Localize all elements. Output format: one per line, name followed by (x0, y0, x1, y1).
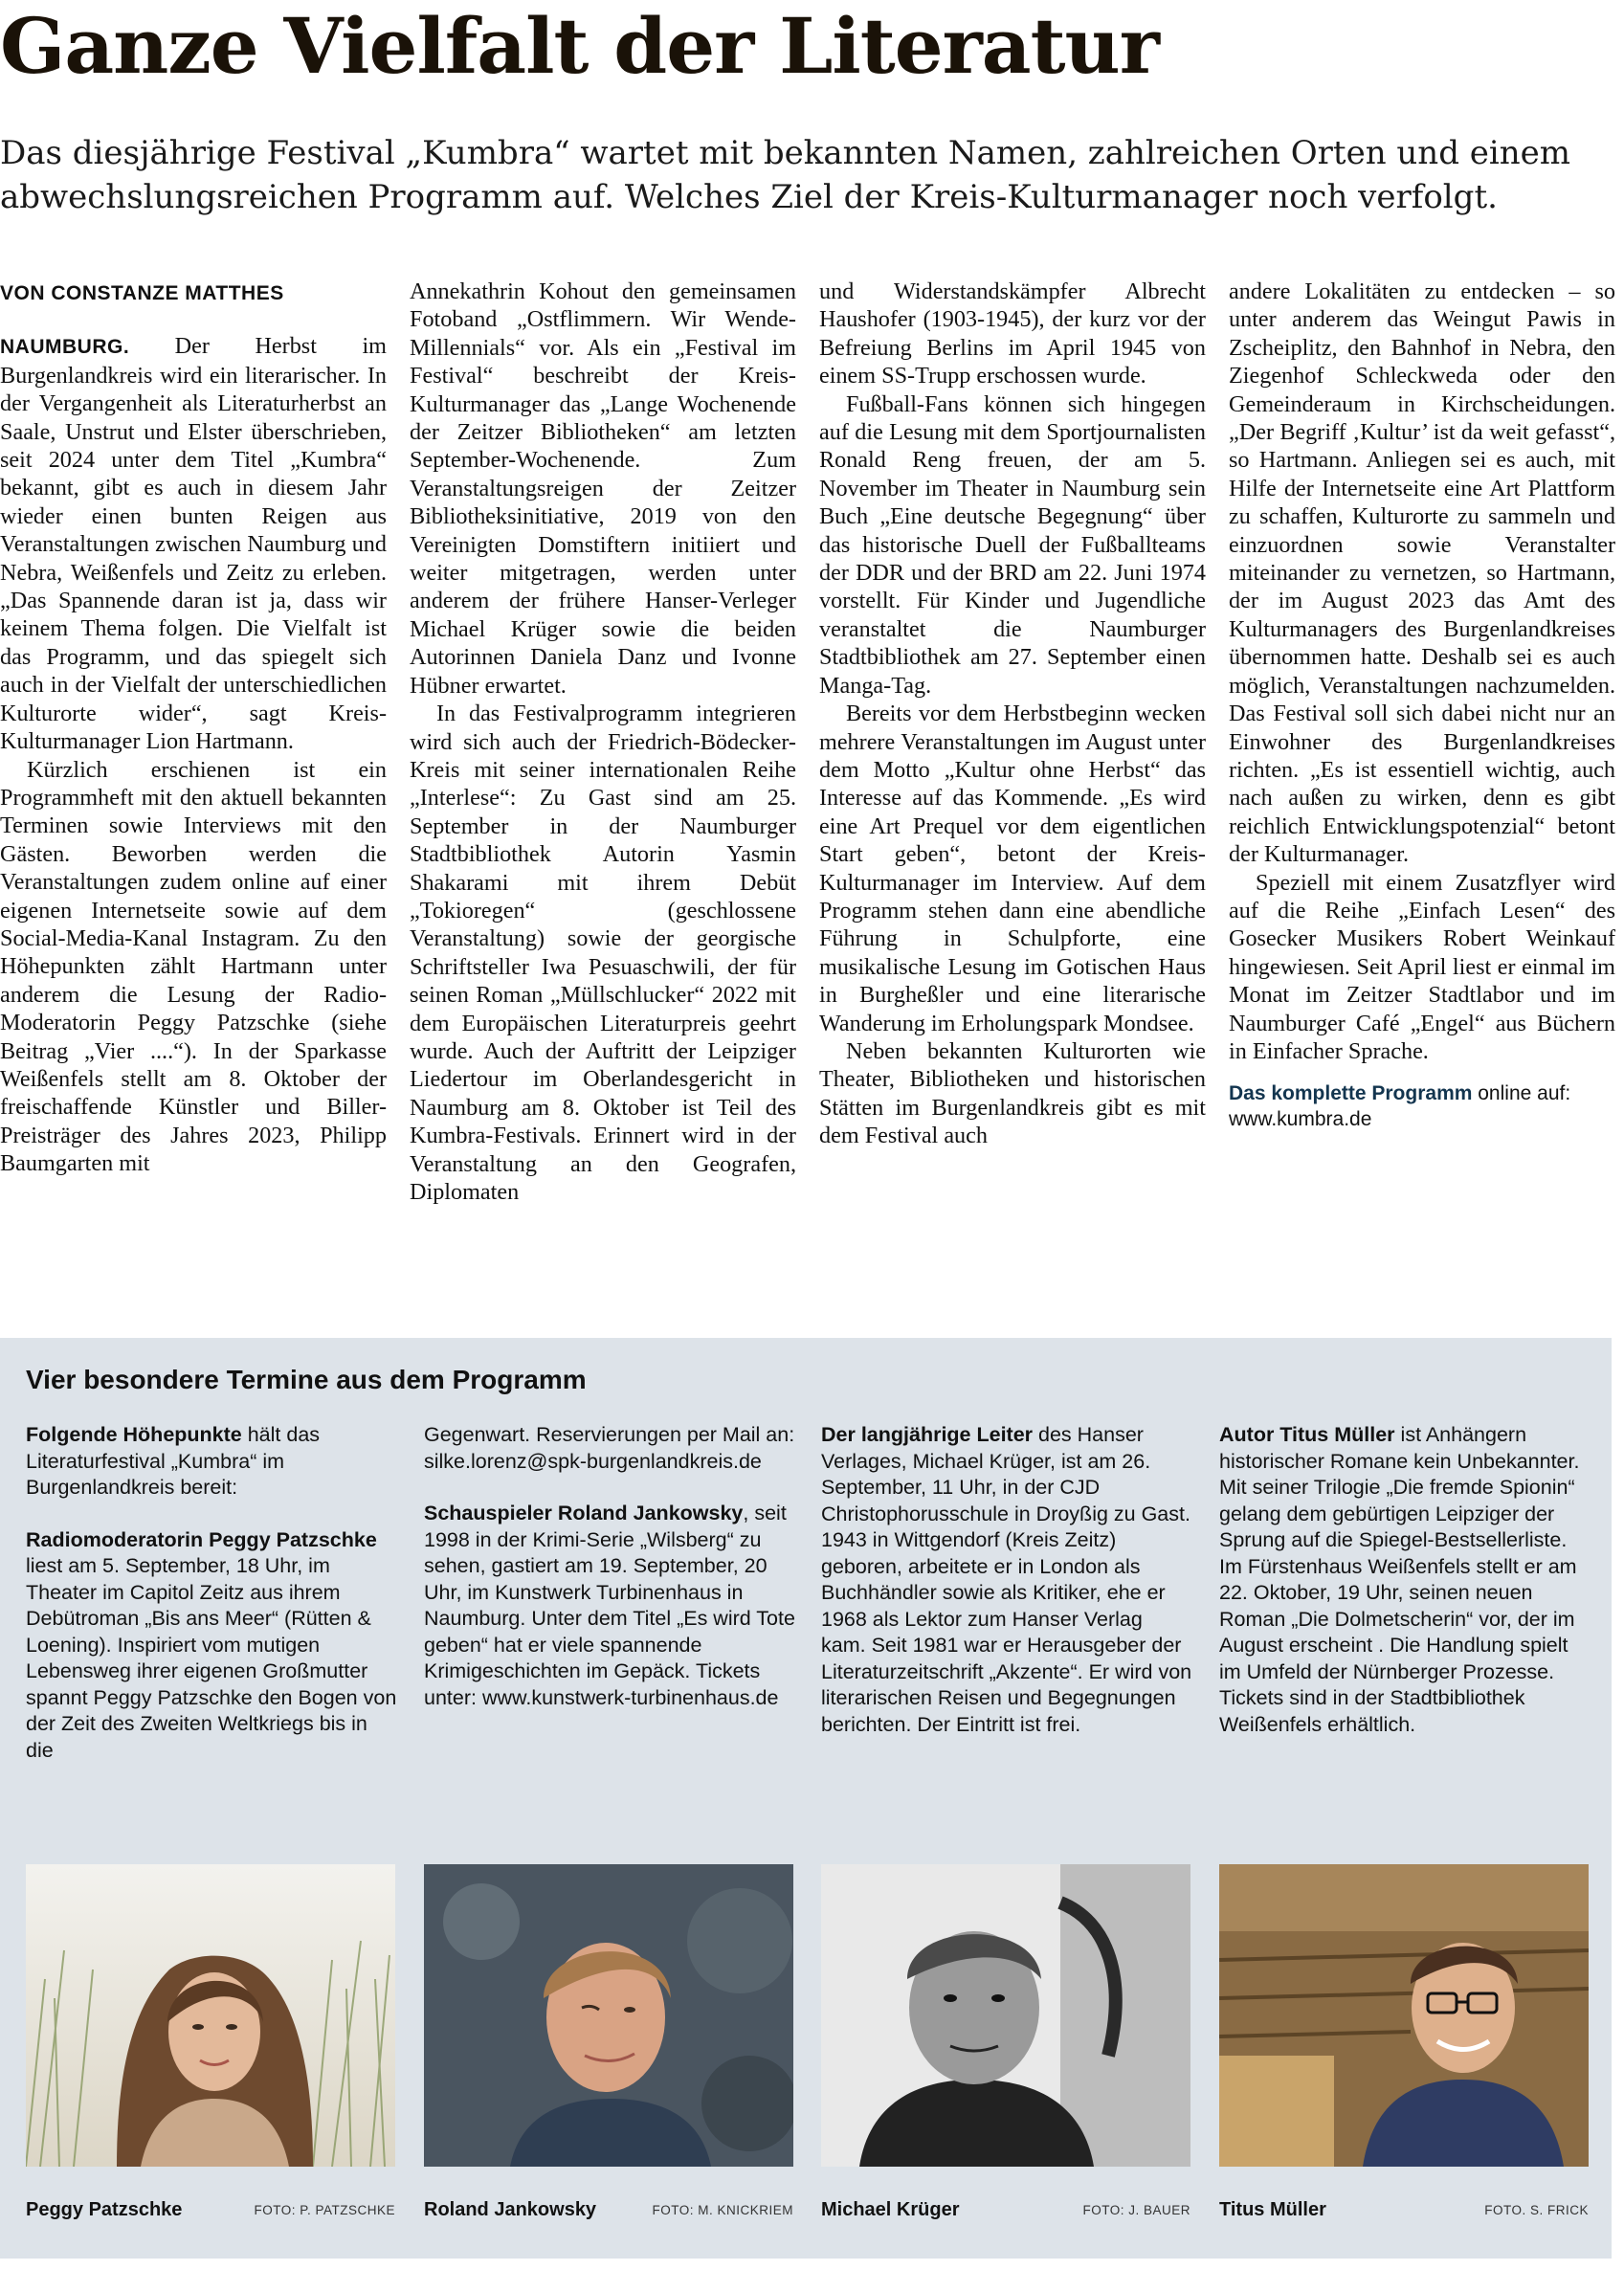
paragraph: Kürzlich erschienen ist ein Programmheft mit den aktuell bekannten Terminen sowie Interviews mit den Gästen. Beworben werden die Veranstaltungen zudem online auf einer eigenen Internetseite sowie auf dem Social-Media-Kanal Instagram. Zu den Höhepunkten zählt Hartmann unter anderem die Lesung der Radio-Moderatorin Peggy Patzschke (siehe Beitrag „Vier ....“). In der Sparkasse Weißenfels stellt am 8. Oktober der freischaffende Künstler und Biller-Preisträger des Jahres 2023, Philipp Baumgarten mit (0, 756, 387, 1177)
portrait-image (26, 1864, 395, 2167)
paragraph: Bereits vor dem Herbstbeginn wecken mehrere Veranstaltungen im August unter dem Motto „Kultur ohne Herbst“ das Interesse auf das Kommende. „Es wird eine Art Prequel vor dem eigentlichen Start geben“, betont der Kreis-Kulturmanager im Interview. Auf dem Programm stehen dann eine abendliche Führung in Schulpforte, eine musikalische Lesung im Gotischen Haus in Burgheßler und eine literarische Wanderung im Erholungspark Mondsee. (819, 701, 1206, 1036)
portrait-image (1219, 1864, 1589, 2167)
info-text: , seit 1998 in der Krimi-Serie „Wilsberg“ zu sehen, gastiert am 19. September, 20 Uhr, im Kunstwerk Turbinenhaus in Naumburg. Unter dem Titel „Es wird Tote geben“ hat er viele spannende Krimigeschichten im Gepäck. Tickets unter: www.kunstwerk-turbinenhaus.de (424, 1502, 795, 1709)
info-lead: Autor Titus Müller (1219, 1423, 1395, 1446)
caption-name: Peggy Patzschke (26, 2199, 183, 2220)
info-column-2 (424, 1422, 795, 1737)
info-lead: Folgende Höhepunkte (26, 1423, 242, 1446)
info-lead: Schauspieler Roland Jankowsky (424, 1502, 744, 1524)
article-column-2 (410, 278, 796, 1206)
program-note-bold: Das komplette Programm (1229, 1082, 1473, 1105)
portrait-image (821, 1864, 1190, 2167)
headline: Ganze Vielfalt der Literatur (0, 1, 1159, 91)
photo-titus-mueller (1219, 1864, 1589, 2167)
paragraph: und Widerstandskämpfer Albrecht Haushofer (1903-1945), der kurz vor der Befreiung Berlins im April 1945 von einem SS-Trupp erschossen wurde. (819, 278, 1206, 389)
program-note-text[interactable]: online auf: www.kumbra.de (1229, 1082, 1571, 1131)
info-text: hält das Literaturfestival „Kumbra“ im Burgenlandkreis bereit: (26, 1423, 321, 1499)
caption-name: Roland Jankowsky (424, 2199, 597, 2220)
photo-roland-jankowsky (424, 1864, 793, 2167)
info-box-title: Vier besondere Termine aus dem Programm (26, 1365, 587, 1394)
caption-name: Michael Krüger (821, 2199, 960, 2220)
caption-credit: FOTO: P. PATZSCHKE (254, 2203, 395, 2217)
article-column-4 (1229, 278, 1615, 1132)
paragraph: Fußball-Fans können sich hingegen auf die Lesung mit dem Sportjournalisten Ronald Reng freuen, der am 5. November im Theater in Naumburg sein Buch „Eine deutsche Begegnung“ über das historische Duell der Fußballteams der DDR und der BRD am 22. Juni 1974 vorstellt. Für Kinder und Jugendliche veranstaltet die Naumburger Stadtbibliothek am 27. September einen Manga-Tag. (819, 390, 1206, 699)
article-column-1 (0, 278, 387, 1178)
paragraph (0, 332, 387, 755)
byline: VON CONSTANZE MATTHES (0, 282, 284, 304)
photo-caption (821, 2199, 1190, 2228)
program-link-note (1229, 1080, 1615, 1132)
dateline: NAUMBURG. (0, 336, 130, 359)
photo-caption (26, 2199, 395, 2228)
info-paragraph (821, 1422, 1192, 1738)
paragraph: Neben bekannten Kulturorten wie Theater, Bibliotheken und historischen Stätten im Burgenlandkreis gibt es mit dem Festival auch (819, 1037, 1206, 1149)
info-paragraph (424, 1501, 795, 1711)
photo-caption (424, 2199, 793, 2228)
subheadline: Das diesjährige Festival „Kumbra“ wartet mit bekannten Namen, zahlreichen Orten und einem abwechslungsreichen Programm auf. Welches Ziel der Kreis-Kulturmanager noch verfolgt. (0, 134, 1571, 216)
caption-credit: FOTO: J. BAUER (1082, 2203, 1190, 2217)
caption-credit: FOTO. S. FRICK (1484, 2203, 1589, 2217)
info-column-1 (26, 1422, 397, 1790)
paragraph: In das Festivalprogramm integrieren wird sich auch der Friedrich-Bödecker-Kreis mit seiner internationalen Reihe „Interlese“: Zu Gast sind am 25. September in der Naumburger Stadtbibliothek Autorin Yasmin Shakarami mit ihrem Debüt „Tokioregen“ (geschlossene Veranstaltung) sowie der georgische Schriftsteller Iwa Pesuaschwili, der für seinen Roman „Müllschlucker“ 2022 mit dem Europäischen Literaturpreis geehrt wurde. Auch der Auftritt der Leipziger Liedertour im Oberlandesgericht in Naumburg am 8. Oktober ist Teil des Kumbra-Festivals. Erinnert wird in der Veranstaltung an den Geografen, Diplomaten (410, 701, 796, 1205)
info-box (0, 1338, 1612, 2259)
info-paragraph (26, 1422, 397, 1502)
info-text: ist Anhängern historischer Romane kein Unbekannter. Mit seiner Trilogie „Die fremde Spionin“ gelang dem gebürtigen Leipziger der Sprung auf die Spiegel-Bestsellerliste. Im Fürstenhaus Weißenfels stellt er am 22. Oktober, 19 Uhr, seinen neuen Roman „Die Dolmetscherin“ vor, der im August erscheint . Die Handlung spielt im Umfeld der Nürnberger Prozesse. Tickets sind in der Stadtbibliothek Weißenfels erhältlich. (1219, 1423, 1580, 1736)
info-paragraph (26, 1527, 397, 1765)
info-column-3 (821, 1422, 1192, 1764)
paragraph: Speziell mit einem Zusatzflyer wird auf die Reihe „Einfach Lesen“ des Gosecker Musikers Robert Weinkauf hingewiesen. Seit April liest er einmal im Monat im Zeitzer Stadtlabor und im Naumburger Café „Engel“ aus Büchern in Einfacher Sprache. (1229, 869, 1615, 1064)
article-column-3 (819, 278, 1206, 1150)
photo-michael-krueger (821, 1864, 1190, 2167)
info-column-4 (1219, 1422, 1591, 1764)
paragraph: Annekathrin Kohout den gemeinsamen Fotoband „Ostflimmern. Wir Wende-Millennials“ vor. Als ein „Festival im Festival“ beschreibt der Kreis-Kulturmanager das „Lange Wochenende der Zeitzer Bibliotheken“ am letzten September-Wochenende. Zum Veranstaltungsreigen der Zeitzer Bibliotheksinitiative, 2019 von den Vereinigten Domstiftern initiiert und weiter mitgetragen, werden unter anderem der frühere Hanser-Verleger Michael Krüger sowie die beiden Autorinnen Daniela Danz und Ivonne Hübner erwartet. (410, 278, 796, 699)
info-lead: Radiomoderatorin Peggy Patzschke (26, 1527, 377, 1551)
info-text: liest am 5. September, 18 Uhr, im Theater im Capitol Zeitz aus ihrem Debütroman „Bis ans Meer“ (Rütten & Loening). Inspiriert vom mutigen Lebensweg ihrer eigenen Großmutter spannt Peggy Patzschke den Bogen von der Zeit des Zweiten Weltkriegs bis in die (26, 1554, 397, 1762)
info-paragraph: Gegenwart. Reservierungen per Mail an: silke.lorenz@spk-burgenlandkreis.de (424, 1423, 795, 1473)
paragraph: andere Lokalitäten zu entdecken – so unter anderem das Weingut Pawis in Zscheiplitz, den Bahnhof in Nebra, den Ziegenhof Schleckweda oder den Gemeinderaum in Kirchscheidungen. „Der Begriff ‚Kultur’ ist da weit gefasst“, so Hartmann. Anliegen sei es auch, mit Hilfe der Internetseite eine Art Plattform zu schaffen, Kulturorte zu sammeln und einzuordnen sowie Veranstalter miteinander zu vernetzen, so Hartmann, der im August 2023 das Amt des Kulturmanagers des Burgenlandkreises übernommen hatte. Deshalb sei es auch möglich, Veranstaltungen nachzumelden. Das Festival soll sich dabei nicht nur an Einwohner des Burgenlandkreises richten. „Es ist essentiell wichtig, auch nach außen zu wirken, denn es gibt reichlich Entwicklungspotenzial“ betont der Kulturmanager. (1229, 278, 1615, 868)
info-lead: Der langjährige Leiter (821, 1423, 1034, 1446)
photo-peggy-patzschke (26, 1864, 395, 2167)
portrait-image (424, 1864, 793, 2167)
photo-caption (1219, 2199, 1589, 2228)
paragraph-text: Der Herbst im Burgenlandkreis wird ein literarischer. In der Vergangenheit als Literaturherbst an Saale, Unstrut und Elster überschrieben, seit 2024 unter dem Titel „Kumbra“ bekannt, gibt es auch in diesem Jahr wieder einen bunten Reigen aus Veranstaltungen zwischen Naumburg und Nebra, Weißenfels und Zeitz zu erleben. „Das Spannende daran ist ja, dass wir keinem Thema folgen. Die Vielfalt ist das Programm, und das spiegelt sich auch in der Vielfalt der unterschiedlichen Kulturorte wider“, sagt Kreis-Kulturmanager Lion Hartmann. (0, 333, 387, 755)
info-text: des Hanser Verlages, Michael Krüger, ist am 26. September, 11 Uhr, in der CJD Christophorusschule in Droyßig zu Gast. 1943 in Wittgendorf (Kreis Zeitz) geboren, arbeitete er in London als Buchhändler sowie als Kritiker, ehe er 1968 als Lektor zum Hanser Verlag kam. Seit 1981 war er Herausgeber der Literaturzeitschrift „Akzente“. Er wird von literarischen Reisen und Begegnungen berichten. Der Eintritt ist frei. (821, 1423, 1192, 1736)
info-paragraph (1219, 1422, 1591, 1738)
caption-credit: FOTO: M. KNICKRIEM (652, 2203, 793, 2217)
caption-name: Titus Müller (1219, 2199, 1326, 2220)
article-body (0, 278, 1624, 1282)
